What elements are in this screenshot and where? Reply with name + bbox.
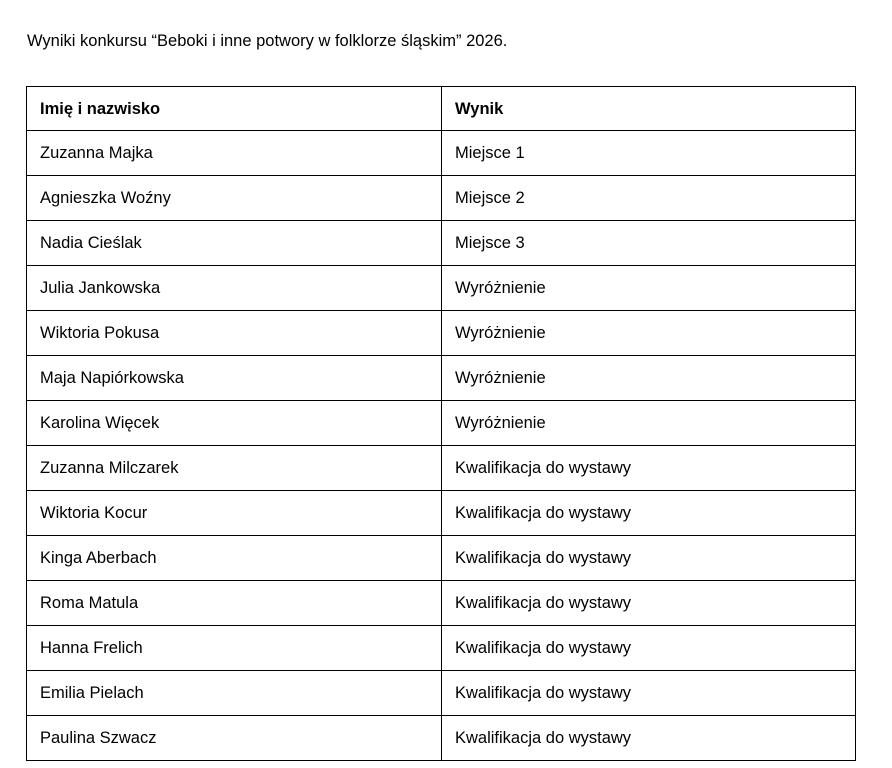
cell-name: Zuzanna Milczarek — [27, 446, 442, 491]
column-header-result: Wynik — [442, 87, 856, 131]
table-row — [27, 581, 856, 626]
table-row — [27, 446, 856, 491]
cell-name: Emilia Pielach — [27, 671, 442, 716]
cell-name: Wiktoria Pokusa — [27, 311, 442, 356]
cell-result: Kwalifikacja do wystawy — [442, 536, 856, 581]
table-row — [27, 401, 856, 446]
cell-name: Kinga Aberbach — [27, 536, 442, 581]
cell-result: Miejsce 1 — [442, 131, 856, 176]
cell-name: Nadia Cieślak — [27, 221, 442, 266]
cell-name: Roma Matula — [27, 581, 442, 626]
table-header-row — [27, 87, 856, 131]
cell-name: Hanna Frelich — [27, 626, 442, 671]
table-body — [27, 131, 856, 761]
table-row — [27, 311, 856, 356]
table-header — [27, 87, 856, 131]
cell-name: Karolina Więcek — [27, 401, 442, 446]
results-table — [26, 86, 856, 761]
table-row — [27, 626, 856, 671]
cell-result: Kwalifikacja do wystawy — [442, 716, 856, 761]
cell-result: Wyróżnienie — [442, 266, 856, 311]
table-row — [27, 356, 856, 401]
cell-result: Kwalifikacja do wystawy — [442, 626, 856, 671]
table-row — [27, 131, 856, 176]
table-row — [27, 491, 856, 536]
table-row — [27, 536, 856, 581]
cell-result: Wyróżnienie — [442, 401, 856, 446]
table-row — [27, 716, 856, 761]
cell-result: Kwalifikacja do wystawy — [442, 446, 856, 491]
cell-result: Miejsce 2 — [442, 176, 856, 221]
page-title: Wyniki konkursu “Beboki i inne potwory w folklorze śląskim” 2026. — [27, 32, 508, 50]
table-row — [27, 176, 856, 221]
cell-result: Kwalifikacja do wystawy — [442, 671, 856, 716]
column-header-name: Imię i nazwisko — [27, 87, 442, 131]
table-row — [27, 671, 856, 716]
cell-result: Kwalifikacja do wystawy — [442, 491, 856, 536]
table-row — [27, 266, 856, 311]
table-row — [27, 221, 856, 266]
cell-name: Maja Napiórkowska — [27, 356, 442, 401]
cell-name: Wiktoria Kocur — [27, 491, 442, 536]
cell-name: Agnieszka Woźny — [27, 176, 442, 221]
cell-result: Wyróżnienie — [442, 356, 856, 401]
cell-result: Wyróżnienie — [442, 311, 856, 356]
cell-name: Zuzanna Majka — [27, 131, 442, 176]
cell-result: Miejsce 3 — [442, 221, 856, 266]
cell-name: Julia Jankowska — [27, 266, 442, 311]
cell-result: Kwalifikacja do wystawy — [442, 581, 856, 626]
cell-name: Paulina Szwacz — [27, 716, 442, 761]
